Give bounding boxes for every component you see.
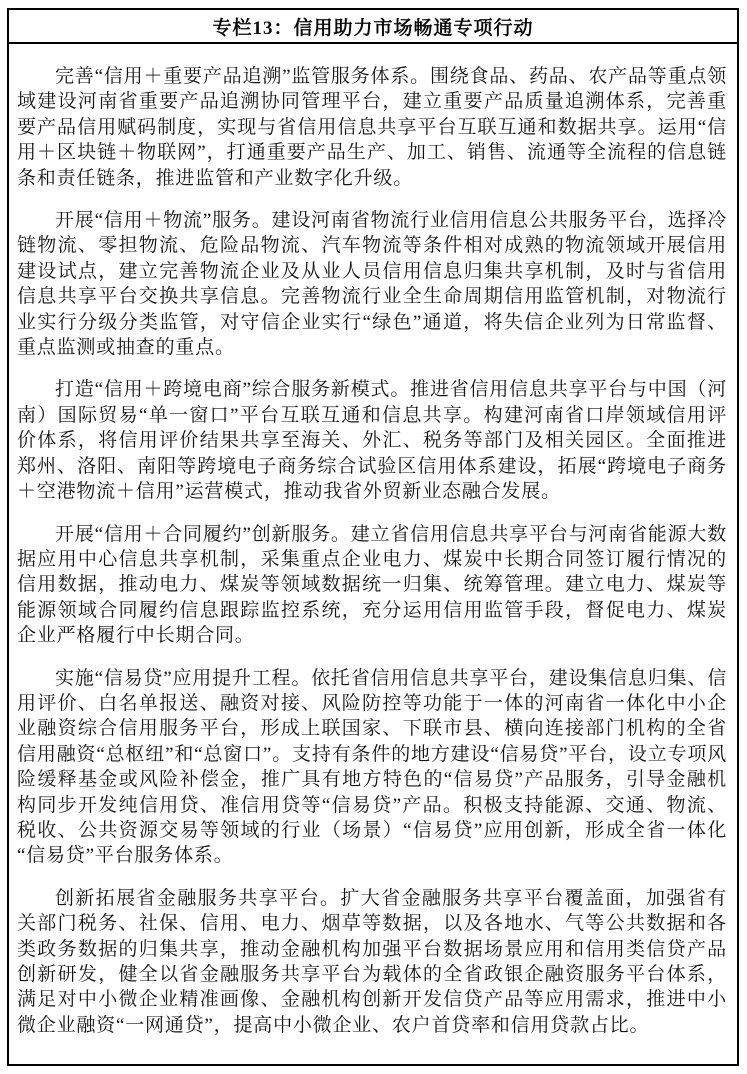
paragraph-text: 创新拓展省金融服务共享平台。扩大省金融服务共享平台覆盖面，加强省有关部门税务、社保、信用、电力、烟草等数据，以及各地水、气等公共数据和各类政务数据的归集共享，推动金融机构加强平台数据场景应用和信用类信贷产品创新研发，健全以省金融服务共享平台为载体的全省政银企融资服务平台体系，满足对中小微企业精准画像、金融机构创新开发信贷产品等应用需求，推进中小微企业融资“一网通贷”，提高中小微企业、农户首贷率和信用贷款占比。 xyxy=(17,887,727,1036)
column-box-13 xyxy=(7,8,739,1066)
paragraph-text: 打造“信用＋跨境电商”综合服务新模式。推进省信用信息共享平台与中国（河南）国际贸易“单一窗口”平台互联互通和信息共享。构建河南省口岸领域信用评价体系，将信用评价结果共享至海关、外汇、税务等部门及相关园区。全面推进郑州、洛阳、南阳等跨境电子商务综合试验区信用体系建设，拓展“跨境电子商务＋空港物流＋信用”运营模式，推动我省外贸新业态融合发展。 xyxy=(17,379,727,503)
column-box-header xyxy=(9,10,737,44)
paragraph-text: 开展“信用＋物流”服务。建设河南省物流行业信用信息公共服务平台，选择冷链物流、零担物流、危险品物流、汽车物流等条件相对成熟的物流领域开展信用建设试点，建立完善物流企业及从业人员信用信息归集共享机制，及时与省信用信息共享平台交换共享信息。完善物流行业全生命周期信用监管机制，对物流行业实行分级分类监管，对守信企业实行“绿色”通道，将失信企业列为日常监督、重点监测或抽查的重点。 xyxy=(17,210,727,359)
column-box-title: 专栏13：信用助力市场畅通专项行动 xyxy=(212,17,534,39)
paragraph-text: 开展“信用＋合同履约”创新服务。建立省信用信息共享平台与河南省能源大数据应用中心信息共享机制，采集重点企业电力、煤炭中长期合同签订履行情况的信用数据，推动电力、煤炭等领域数据统一归集、统筹管理。建立电力、煤炭等能源领域合同履约信息跟踪监控系统，充分运用信用监管手段，督促电力、煤炭企业严格履行中长期合同。 xyxy=(17,523,727,647)
paragraph-text: 实施“信易贷”应用提升工程。依托省信用信息共享平台，建设集信息归集、信用评价、白名单报送、融资对接、风险防控等功能于一体的河南省一体化中小企业融资综合信用服务平台，形成上联国家、下联市县、横向连接部门机构的全省信用融资“总枢纽”和“总窗口”。支持有条件的地方建设“信易贷”平台，设立专项风险缓释基金或风险补偿金，推广具有地方特色的“信易贷”产品服务，引导金融机构同步开发纯信用贷、准信用贷等“信易贷”产品。积极支持能源、交通、物流、税收、公共资源交易等领域的行业（场景）“信易贷”应用创新，形成全省一体化“信易贷”平台服务体系。 xyxy=(17,667,727,867)
paragraph-text: 完善“信用＋重要产品追溯”监管服务体系。围绕食品、药品、农产品等重点领域建设河南省重要产品追溯协同管理平台，建立重要产品质量追溯体系，完善重要产品信用赋码制度，实现与省信用信息共享平台互联互通和数据共享。运用“信用＋区块链＋物联网”，打通重要产品生产、加工、销售、流通等全流程的信息链条和责任链条，推进监管和产业数字化升级。 xyxy=(17,66,727,189)
column-box-body xyxy=(9,44,737,1038)
